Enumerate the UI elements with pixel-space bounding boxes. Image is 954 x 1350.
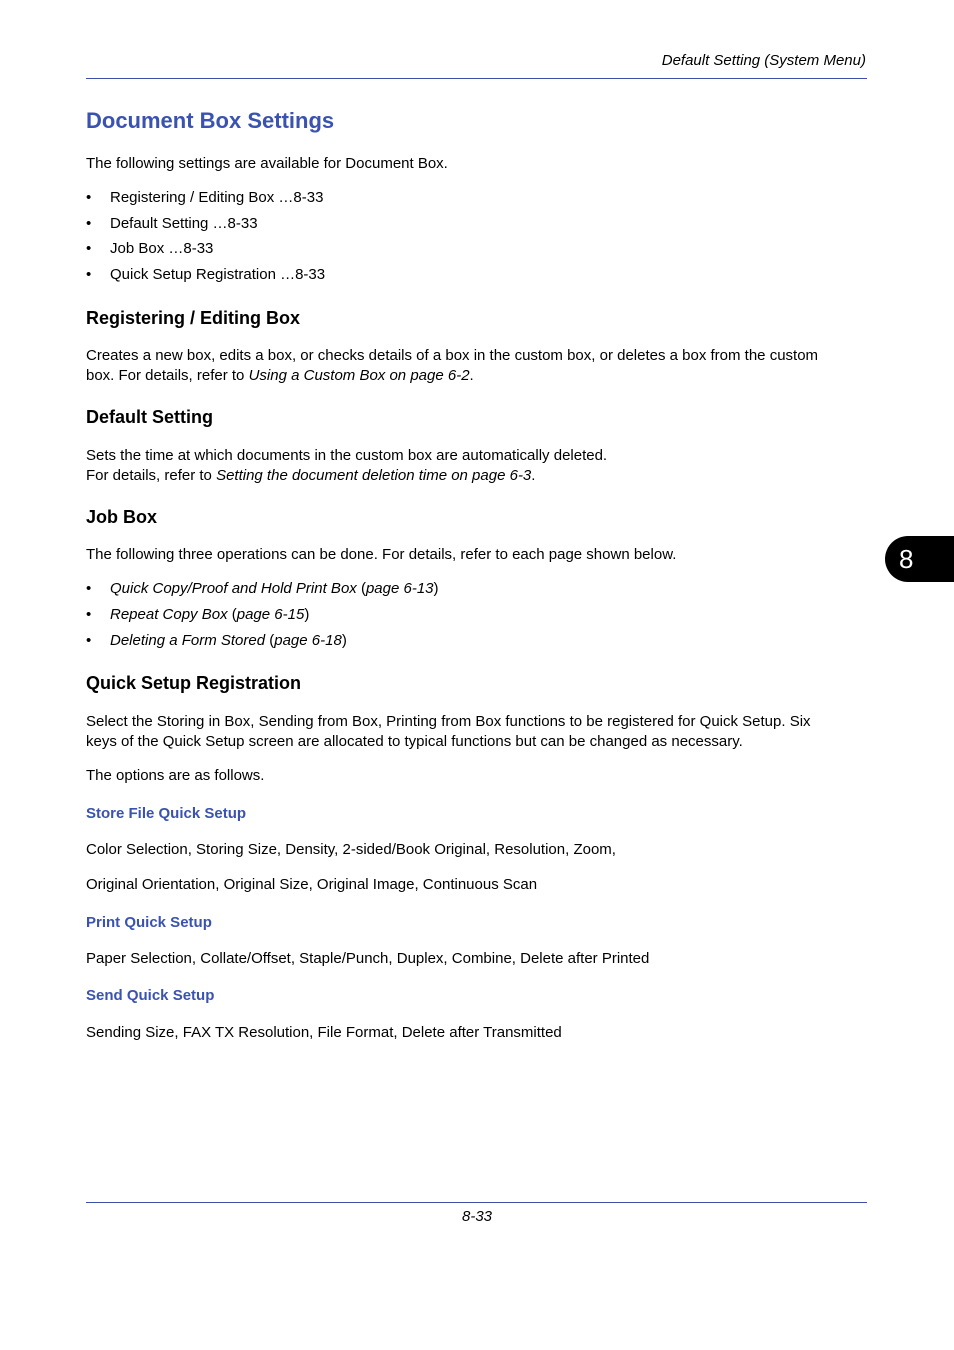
- page-title: Document Box Settings: [86, 108, 335, 133]
- job-box-item-page[interactable]: page 6-18: [274, 632, 342, 649]
- options-intro: The options are as follows.: [86, 767, 265, 784]
- job-box-item-name: Quick Copy/Proof and Hold Print Box: [110, 580, 357, 597]
- section-heading-default-setting: Default Setting: [86, 407, 214, 427]
- default-setting-text: Sets the time at which documents in the custom box are automatically deleted. For details, refer to Setting the document deletion time on page 6-3.: [86, 447, 608, 484]
- store-file-options-1: Color Selection, Storing Size, Density, 2-sided/Book Original, Resolution, Zoom,: [86, 841, 616, 858]
- section-heading-registering: Registering / Editing Box: [86, 308, 301, 328]
- bullet-icon: •: [86, 632, 92, 649]
- footer-rule: [86, 1202, 867, 1203]
- job-box-item-page[interactable]: page 6-15: [236, 606, 305, 623]
- intro-text: The following settings are available for Document Box.: [86, 155, 448, 172]
- job-box-item-name: Repeat Copy Box: [110, 606, 228, 623]
- job-box-item: • Quick Copy/Proof and Hold Print Box (page 6-13): [86, 580, 439, 597]
- job-box-item: • Deleting a Form Stored (page 6-18): [86, 632, 347, 649]
- subheading-print: Print Quick Setup: [86, 914, 212, 931]
- cross-reference-link[interactable]: Using a Custom Box on page 6-2: [248, 366, 470, 384]
- bullet-icon: •: [86, 580, 92, 597]
- section-heading-quick-setup: Quick Setup Registration: [86, 673, 302, 693]
- running-header: Default Setting (System Menu): [661, 52, 866, 69]
- bullet-icon: •: [86, 215, 92, 232]
- bullet-icon: •: [86, 266, 92, 283]
- job-box-intro: The following three operations can be done. For details, refer to each page shown below.: [86, 546, 677, 563]
- toc-item[interactable]: • Job Box …8-33: [86, 240, 214, 257]
- bullet-icon: •: [86, 606, 92, 623]
- job-box-item: • Repeat Copy Box (page 6-15): [86, 606, 310, 623]
- toc-item[interactable]: • Default Setting …8-33: [86, 215, 258, 232]
- toc-item[interactable]: • Quick Setup Registration …8-33: [86, 266, 326, 283]
- bullet-icon: •: [86, 189, 92, 206]
- store-file-options-2: Original Orientation, Original Size, Original Image, Continuous Scan: [86, 876, 538, 893]
- print-options: Paper Selection, Collate/Offset, Staple/Punch, Duplex, Combine, Delete after Printed: [86, 950, 650, 967]
- send-options: Sending Size, FAX TX Resolution, File Format, Delete after Transmitted: [86, 1024, 562, 1041]
- toc-item[interactable]: • Registering / Editing Box …8-33: [86, 189, 324, 206]
- bullet-icon: •: [86, 240, 92, 257]
- registering-text: Creates a new box, edits a box, or checks details of a box in the custom box, or deletes a box from the custom box. For details, refer to Using a Custom Box on page 6-2.: [86, 347, 819, 384]
- job-box-item-page[interactable]: page 6-13: [365, 580, 434, 597]
- subheading-send: Send Quick Setup: [86, 987, 215, 1004]
- quick-setup-text: Select the Storing in Box, Sending from Box, Printing from Box functions to be registered for Quick Setup. Six keys of the Quick Setup screen are allocated to typical functions but can be changed as necessary.: [86, 713, 811, 750]
- page-number: 8-33: [461, 1208, 493, 1225]
- header-rule: [86, 78, 867, 79]
- section-heading-job-box: Job Box: [86, 507, 158, 527]
- job-box-item-name: Deleting a Form Stored: [110, 632, 266, 649]
- cross-reference-link[interactable]: Setting the document deletion time on page 6-3: [216, 466, 532, 484]
- chapter-tab: 8: [885, 536, 954, 582]
- subheading-store-file: Store File Quick Setup: [86, 805, 247, 822]
